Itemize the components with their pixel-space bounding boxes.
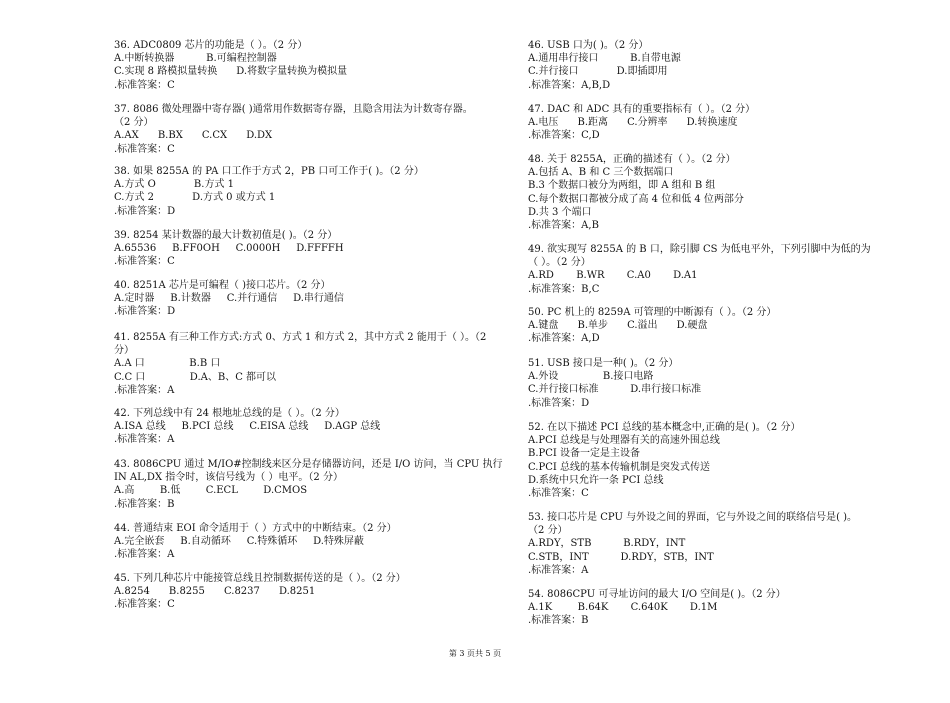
question-text: 44. 普通结束 EOI 命令适用于（ ）方式中的中断结束。（2 分） (114, 523, 397, 534)
answer-line: .标准答案：A,D (528, 333, 600, 345)
answer-line: .标准答案：A (114, 434, 175, 446)
question-block (114, 407, 380, 447)
question-block (114, 331, 486, 397)
question-line: A.外设 B.接口电路 (528, 371, 654, 383)
answer-line: .标准答案：A,B,D (528, 79, 611, 91)
question-block (114, 229, 344, 269)
question-line: A.AX B.BX C.CX D.DX (114, 130, 273, 142)
answer-line: .标准答案：D (114, 306, 176, 318)
question-block (114, 458, 503, 511)
question-text: 38. 如果 8255A 的 PA 口工作于方式 2，PB 口可工作于( )。（2 分） (114, 166, 424, 177)
question-block (528, 588, 786, 628)
question-line: A.高 B.低 C.ECL D.CMOS (114, 485, 308, 497)
question-line: A.完全嵌套 B.自动循环 C.特殊循环 D.特殊屏蔽 (114, 536, 364, 548)
question-line: A.电压 B.距离 C.分辨率 D.转换速度 (528, 117, 738, 129)
question-text: 36. ADC0809 芯片的功能是（ ）。（2 分） (114, 40, 308, 51)
question-block (114, 103, 473, 156)
question-block (528, 243, 871, 296)
question-line: A.包括 A、B 和 C 三个数据端口 (528, 167, 674, 179)
question-line: C.C 口 D.A、B、C 都可以 (114, 371, 277, 383)
question-line: A.通用串行接口 B.自带电源 (528, 53, 681, 65)
question-line: A.65536 B.FF0OH C.0000H D.FFFFH (114, 243, 344, 255)
question-block (114, 572, 406, 612)
question-block (528, 357, 701, 410)
answer-line: .标准答案：D (114, 205, 176, 217)
question-line: A.中断转换器 B.可编程控制器 (114, 53, 277, 65)
question-text: 45. 下列几种芯片中能接管总线且控制数据传送的是（ ）。（2 分） (114, 573, 406, 584)
question-text: 46. USB 口为( )。（2 分） (528, 40, 649, 51)
question-line: C.并行接口标准 D.串行接口标准 (528, 384, 702, 396)
question-line: C.STB，INT D.RDY，STB，INT (528, 551, 714, 563)
answer-line: .标准答案：A (114, 549, 175, 561)
answer-line: .标准答案：B (114, 498, 175, 510)
answer-line: .标准答案：C (114, 79, 175, 91)
question-block (114, 39, 347, 92)
question-line: A.A 口 B.B 口 (114, 358, 221, 370)
question-block (528, 103, 755, 143)
answer-line: .标准答案：A (114, 384, 175, 396)
question-line: D.系统中只允许一条 PCI 总线 (528, 474, 664, 486)
question-block (528, 39, 681, 92)
question-line: 分） (114, 345, 134, 357)
question-line: C.并行接口 D.即插即用 (528, 66, 668, 78)
question-block (528, 511, 857, 577)
question-line: IN AL,DX 指令时，该信号线为（ ）电平。（2 分） (114, 472, 343, 484)
question-text: 41. 8255A 有三种工作方式:方式 0、方式 1 和方式 2，其中方式 2 能用于（ ）。（2 (114, 332, 487, 343)
answer-line: .标准答案：B,C (528, 283, 600, 295)
question-line: A.定时器 B.计数器 C.并行通信 D.串行通信 (114, 293, 344, 305)
question-line: （2 分） (528, 525, 568, 537)
question-block (114, 279, 344, 319)
answer-line: .标准答案：C,D (528, 130, 600, 142)
question-line: A.8254 B.8255 C.8237 D.8251 (114, 586, 316, 598)
question-text: 50. PC 机上的 8259A 可管理的中断源有（ ）。（2 分） (528, 307, 777, 318)
question-text: 49. 欲实现写 8255A 的 B 口，除引脚 CS 为低电平外，下列引脚中为低的为 (528, 244, 871, 255)
question-line: （ ）。（2 分） (528, 257, 591, 269)
question-text: 43. 8086CPU 通过 M/IO#控制线来区分是存储器访问，还是 I/O 访问，当 CPU 执行 (114, 459, 503, 470)
question-line: C.PCI 总线的基本传输机制是突发式传送 (528, 461, 710, 473)
question-block (528, 421, 800, 500)
answer-line: .标准答案：C (114, 256, 175, 268)
answer-line: .标准答案：B (528, 615, 589, 627)
question-block (528, 153, 744, 232)
question-line: A.PCI 总线是与处理器有关的高速外围总线 (528, 435, 720, 447)
question-text: 53. 接口芯片是 CPU 与外设之间的界面，它与外设之间的联络信号是( )。 (528, 512, 858, 523)
question-line: A.RDY，STB B.RDY，INT (528, 538, 686, 550)
question-line: C.每个数据口都被分成了高 4 位和低 4 位两部分 (528, 193, 744, 205)
question-text: 47. DAC 和 ADC 具有的重要指标有（ ）。（2 分） (528, 104, 756, 115)
question-line: D.共 3 个端口 (528, 206, 592, 218)
question-text: 48. 关于 8255A，正确的描述有（ ）。（2 分） (528, 154, 736, 165)
question-line: A.ISA 总线 B.PCI 总线 C.EISA 总线 D.AGP 总线 (114, 421, 381, 433)
question-block (114, 165, 424, 218)
question-text: 52. 在以下描述 PCI 总线的基本概念中,正确的是( )。（2 分） (528, 422, 801, 433)
question-line: C.实现 8 路模拟量转换 D.将数字量转换为模拟量 (114, 66, 348, 78)
question-text: 51. USB 接口是一种( )。（2 分） (528, 358, 679, 369)
answer-line: .标准答案：C (114, 599, 175, 611)
question-line: A.方式 O B.方式 1 (114, 179, 234, 191)
answer-line: .标准答案：A,B (528, 220, 599, 232)
question-line: A.RD B.WR C.A0 D.A1 (528, 270, 698, 282)
answer-line: .标准答案：A (528, 564, 589, 576)
question-text: 54. 8086CPU 可寻址访问的最大 I/O 空间是( )。（2 分） (528, 589, 786, 600)
question-block (114, 522, 397, 562)
question-line: （2 分） (114, 117, 154, 129)
page-footer: 第 3 页共 5 页 (448, 649, 502, 658)
question-text: 40. 8251A 芯片是可编程（ )接口芯片。（2 分） (114, 280, 331, 291)
question-line: A.键盘 B.单步 C.溢出 D.硬盘 (528, 320, 708, 332)
question-text: 42. 下列总线中有 24 根地址总线的是（ ）。（2 分） (114, 408, 345, 419)
question-text: 39. 8254 某计数器的最大计数初值是( )。（2 分） (114, 230, 338, 241)
question-line: B.PCI 设备一定是主设备 (528, 448, 641, 460)
question-line: A.1K B.64K C.640K D.1M (528, 602, 718, 614)
question-text: 37. 8086 微处理器中寄存器( )通常用作数据寄存器，且隐含用法为计数寄存器。 (114, 104, 473, 115)
answer-line: .标准答案：C (528, 488, 589, 500)
question-line: C.方式 2 D.方式 0 或方式 1 (114, 192, 276, 204)
question-line: B.3 个数据口被分为两组，即 A 组和 B 组 (528, 180, 716, 192)
answer-line: .标准答案：C (114, 143, 175, 155)
answer-line: .标准答案：D (528, 397, 590, 409)
question-block (528, 306, 776, 346)
